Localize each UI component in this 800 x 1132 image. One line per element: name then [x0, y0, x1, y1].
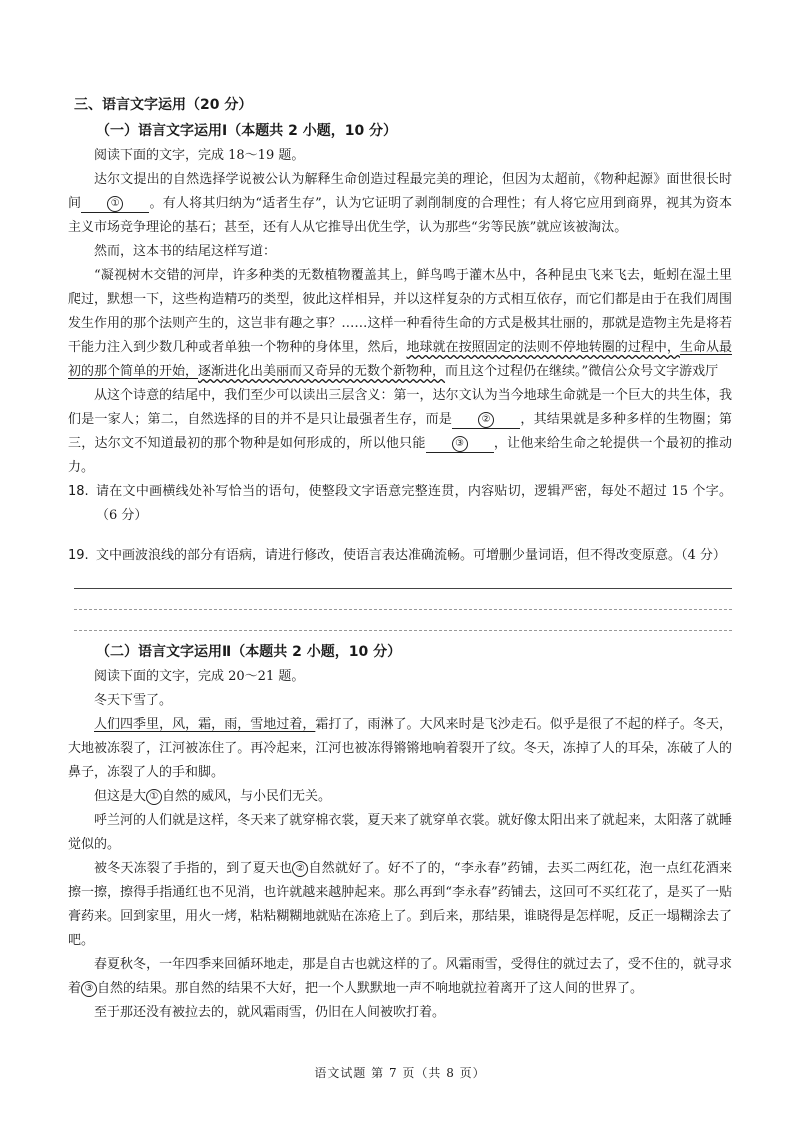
part1-paragraph-2: 然而，这本书的结尾这样写道： — [94, 244, 277, 259]
underlined-text: 生命从最初的那个简单的开始， — [68, 340, 732, 379]
page-footer: 语文试题 第 7 页（共 8 页） — [314, 1066, 486, 1080]
wavy-underlined-text: 地球就在按照固定的法则不停地转圈的过程中， — [406, 340, 680, 355]
text-span: 自然的结果。那自然的结果不大好，把一个人默默地一声不响地就拉着离开了这人间的世界了。 — [97, 981, 644, 996]
wavy-underlined-text: 逐渐进化出美丽而又奇异的无数个新物种， — [198, 364, 446, 379]
answer-line[interactable] — [74, 610, 732, 631]
page-content — [68, 94, 732, 1025]
blank-number: ③ — [452, 436, 468, 452]
question-text: 文中画波浪线的部分有语病，请进行修改，使语言表达准确流畅。可增删少量词语，但不得改变原意。（4 分） — [96, 548, 726, 563]
answer-line[interactable] — [74, 568, 732, 589]
text-span: ，其结果就是多种多样的生物圈；第三，达尔文不知道最初的那个物种是如何形成的，所以他只能 — [68, 412, 732, 451]
part1-paragraph-3 — [68, 264, 732, 384]
part1-paragraph-1 — [68, 168, 732, 240]
text-span: 春夏秋冬，一年四季来回循环地走，那是自古也就这样的了。风霜雨雪，受得住的就过去了，受不住的，就寻求着 — [68, 957, 732, 996]
blank-number: ② — [478, 412, 494, 428]
part2-paragraph-4: 呼兰河的人们就是这样，冬天来了就穿棉衣裳，夏天来了就穿单衣裳。就好像太阳出来了就起来，太阳落了就睡觉似的。 — [68, 813, 732, 852]
part2-paragraph-6 — [68, 953, 732, 1001]
blank-2[interactable] — [452, 411, 520, 429]
text-span: 而且这个过程仍在继续。”微信公众号文字游戏厅 — [445, 364, 719, 379]
part2-paragraph-7: 至于那还没有被拉去的，就风霜雨雪，仍旧在人间被吹打着。 — [94, 1005, 446, 1020]
text-span: 。有人将其归纳为“适者生存”，认为它证明了剥削制度的合理性；有人将它应用到商界，视其为资本主义市场竞争理论的基石；甚至，还有人从它推导出优生学，认为那些“劣等民族”就应该被淘汰。 — [68, 196, 732, 235]
part2-paragraph-2 — [68, 713, 732, 785]
blank-3[interactable] — [426, 435, 494, 453]
text-span: 但这是大 — [94, 789, 147, 804]
text-span: ，让他来给生命之轮提供一个最初的推动力。 — [68, 436, 732, 475]
part2-paragraph-1: 冬天下雪了。 — [94, 693, 173, 708]
question-19 — [68, 544, 732, 568]
marker-1: ① — [146, 789, 162, 805]
question-number: 19. — [68, 548, 89, 563]
marker-3: ③ — [81, 981, 97, 997]
part2-paragraph-3 — [68, 785, 732, 809]
marker-2: ② — [292, 861, 308, 877]
underlined-text: 人们四季里，风，霜，雨，雪地过着， — [94, 717, 316, 732]
text-span: 被冬天冻裂了手指的，到了夏天也 — [94, 861, 293, 876]
text-span: 自然就好了。好不了的，“李永春”药铺，去买二两红花，泡一点红花酒来擦一擦，擦得手指通红也不见消，也许就越来越肿起来。那么再到“李永春”药铺去，这回可不买红花了，是买了一贴膏药来。回到家里，用火一烤，粘粘糊糊地就贴在冻疮上了。到后来，那结果，谁晓得是怎样呢，反正一塌糊涂去了吧。 — [68, 861, 732, 948]
text-span: “凝视树木交错的河岸，许多种类的无数植物覆盖其上，鲜鸟鸣于灌木丛中，各种昆虫飞来飞去，蚯蚓在湿土里爬过，默想一下，这些构造精巧的类型，彼此这样相异，并以这样复杂的方式相互依存，而它们都是由于在我们周围发生作用的那个法则产生的，这岂非有趣之事？……这样一种看待生命的方式是极其壮丽的，那就是造物主先是将若干能力注入到少数几种或者单独一个物种的身体里，然后， — [68, 268, 732, 355]
question-18 — [68, 480, 732, 528]
blank-1[interactable] — [81, 195, 149, 213]
answer-line[interactable] — [74, 589, 732, 610]
part2-title: （二）语言文字运用Ⅱ（本题共 2 小题，10 分） — [96, 644, 402, 660]
text-span: 霜打了，雨淋了。大风来时是飞沙走石。似乎是很了不起的样子。冬天，大地被冻裂了，江河被冻住了。再冷起来，江河也被冻得锵锵地响着裂开了纹。冬天，冻掉了人的耳朵，冻破了人的鼻子，冻裂了人的手和脚。 — [68, 717, 732, 780]
text-span: 达尔文提出的自然选择学说被公认为解释生命创造过程最完美的理论，但因为太超前，《物种起源》面世很长时间 — [68, 172, 732, 211]
part1-paragraph-4 — [68, 384, 732, 480]
text-span: 从这个诗意的结尾中，我们至少可以读出三层含义：第一，达尔文认为当今地球生命就是一个巨大的共生体，我们是一家人；第二，自然选择的目的并不是只让最强者生存，而是 — [68, 388, 732, 427]
part2-paragraph-5 — [68, 857, 732, 953]
question-number: 18. — [68, 484, 89, 499]
part1-instruction: 阅读下面的文字，完成 18～19 题。 — [94, 148, 305, 163]
blank-number: ① — [107, 196, 123, 212]
part2-instruction: 阅读下面的文字，完成 20～21 题。 — [94, 669, 305, 684]
text-span: 自然的威风，与小民们无关。 — [162, 789, 332, 804]
part1-title: （一）语言文字运用Ⅰ（本题共 2 小题，10 分） — [96, 123, 398, 139]
section-title: 三、语言文字运用（20 分） — [74, 97, 253, 113]
question-text: 请在文中画横线处补写恰当的语句，使整段文字语意完整连贯，内容贴切，逻辑严密，每处不超过 15 个字。（6 分） — [96, 484, 732, 523]
